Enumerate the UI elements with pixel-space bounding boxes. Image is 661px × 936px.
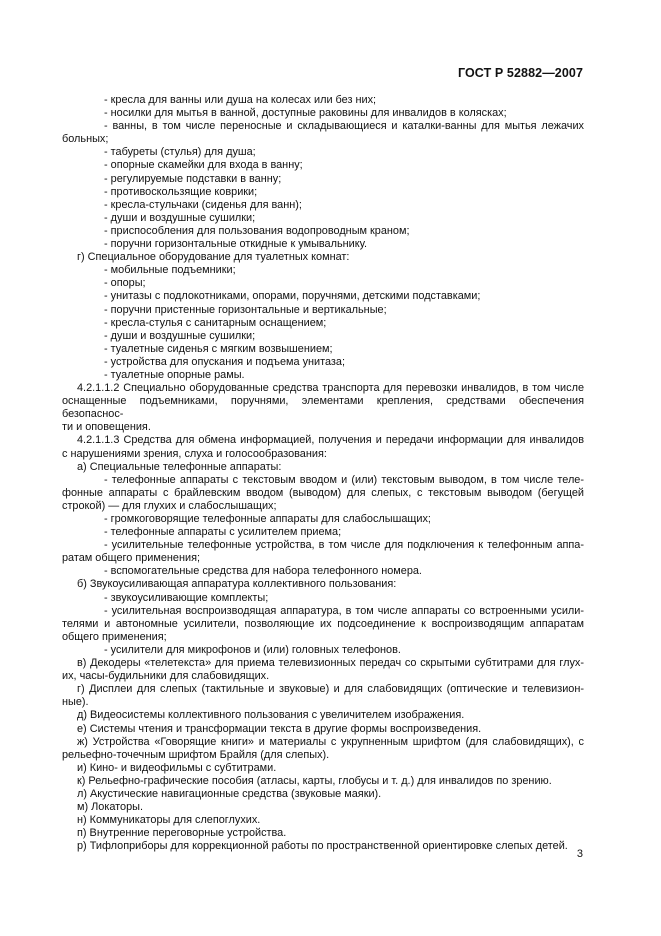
text-line: д) Видеосистемы коллективного пользования с увеличителем изображения. [77,709,465,722]
text-line: - поручни пристенные горизонтальные и вертикальные; [104,303,387,316]
text-line: - громкоговорящие телефонные аппараты для слабослышащих; [104,513,431,525]
text-line: ратам общего применения; [62,552,200,565]
text-line: больных; [62,133,109,146]
text-line: б) Звукоусиливающая аппаратура коллективного пользования: [77,578,397,591]
text-line: - кресла-стульчаки (сиденья для ванн); [104,198,302,211]
text-line: а) Специальные телефонные аппараты: [77,460,282,473]
text-line: - опоры; [104,277,146,290]
text-line: - усилители для микрофонов и (или) головных телефонов. [104,643,401,656]
text-line: - регулируемые подставки в ванну; [104,172,282,185]
text-line: е) Системы чтения и трансформации текста в другие формы воспроизведения. [77,722,482,735]
text-line: н) Коммуникаторы для слепоглухих. [77,814,261,827]
text-line: строкой) — для глухих и слабослышащих; [62,499,277,512]
text-line: с нарушениями зрения, слуха и голосообразования: [62,447,327,460]
text-line: - усилительная воспроизводящая аппаратура, в том числе аппараты со встроенными усили- [104,604,584,617]
text-line: 4.2.1.1.3 Средства для обмена информацией, получения и передачи информации для инвалидов [77,434,584,447]
text-line: ж) Устройства «Говорящие книги» и материалы с укрупненным шрифтом (для слабовидящих), с [77,735,584,748]
text-line: - унитазы с подлокотниками, опорами, поручнями, детскими подставками; [104,290,481,303]
text-line: 4.2.1.1.2 Специально оборудованные средства транспорта для перевозки инвалидов, в том числе [77,382,584,395]
text-line: - поручни горизонтальные откидные к умывальнику. [104,238,368,251]
text-line: - вспомогательные средства для набора телефонного номера. [104,565,422,578]
text-line: - туалетные сиденья с мягким возвышением; [104,342,333,355]
text-line: - туалетные опорные рамы. [104,368,245,381]
text-line: - приспособления для пользования водопроводным краном; [104,224,410,237]
text-line: к) Рельефно-графические пособия (атласы, карты, глобусы и т. д.) для инвалидов по зрению. [77,774,552,787]
document-body [62,94,584,853]
text-line: - звукоусиливающие комплекты; [104,591,269,604]
text-line: м) Локаторы. [77,801,143,814]
text-line: фонные аппараты с брайлевским вводом (выводом) для слепых, с текстовым выводом (бегущей [62,486,584,499]
text-line: - опорные скамейки для входа в ванну; [104,159,303,172]
text-line: - ванны, в том числе переносные и складывающиеся и каталки-ванны для мытья лежачих [104,120,584,133]
text-line: ные). [62,696,89,709]
text-line: - души и воздушные сушилки; [104,329,256,342]
text-line: - табуреты (стулья) для душа; [104,146,256,159]
text-line: л) Акустические навигационные средства (звуковые маяки). [77,787,382,800]
text-line: телями и автономные усилители, позволяющие их подсоединение к воспроизводящим аппаратам [62,617,584,630]
text-line: п) Внутренние переговорные устройства. [77,827,287,840]
text-line: г) Дисплеи для слепых (тактильные и звуковые) и для слабовидящих (оптические и телевизион- [77,683,584,696]
text-line: их, часы-будильники для слабовидящих. [62,670,270,683]
text-line: - телефонные аппараты с текстовым вводом и (или) текстовым выводом, в том числе теле- [104,473,584,486]
text-line: - телефонные аппараты с усилителем приема; [104,526,342,539]
text-line: общего применения; [62,630,167,643]
text-line: - кресла для ванны или душа на колесах или без них; [104,94,377,106]
text-line: р) Тифлоприборы для коррекционной работы по пространственной ориентировке слепых детей. [77,840,568,853]
standard-header: ГОСТ Р 52882—2007 [457,66,583,80]
text-line: - носилки для мытья в ванной, доступные раковины для инвалидов в колясках; [104,107,507,120]
text-line: рельефно-точечным шрифтом Брайля (для слепых). [62,748,330,761]
text-line: - противоскользящие коврики; [104,185,258,198]
text-line: и) Кино- и видеофильмы с субтитрами. [77,761,277,774]
text-line: - кресла-стулья с санитарным оснащением; [104,316,327,329]
text-line: - мобильные подъемники; [104,264,236,277]
text-line: в) Декодеры «телетекста» для приема телевизионных передач со скрытыми субтитрами для глух- [77,657,584,670]
text-line: - души и воздушные сушилки; [104,211,256,224]
text-line: ти и оповещения. [62,421,151,434]
text-line: - устройства для опускания и подъема унитаза; [104,355,346,368]
text-line: оснащенные подъемниками, поручнями, элементами крепления, средствами обеспечения безопаснос- [62,395,584,421]
text-line: г) Специальное оборудование для туалетных комнат: [77,251,350,264]
text-line: - усилительные телефонные устройства, в том числе для подключения к телефонным аппа- [104,539,584,552]
page-number: 3 [576,848,583,860]
